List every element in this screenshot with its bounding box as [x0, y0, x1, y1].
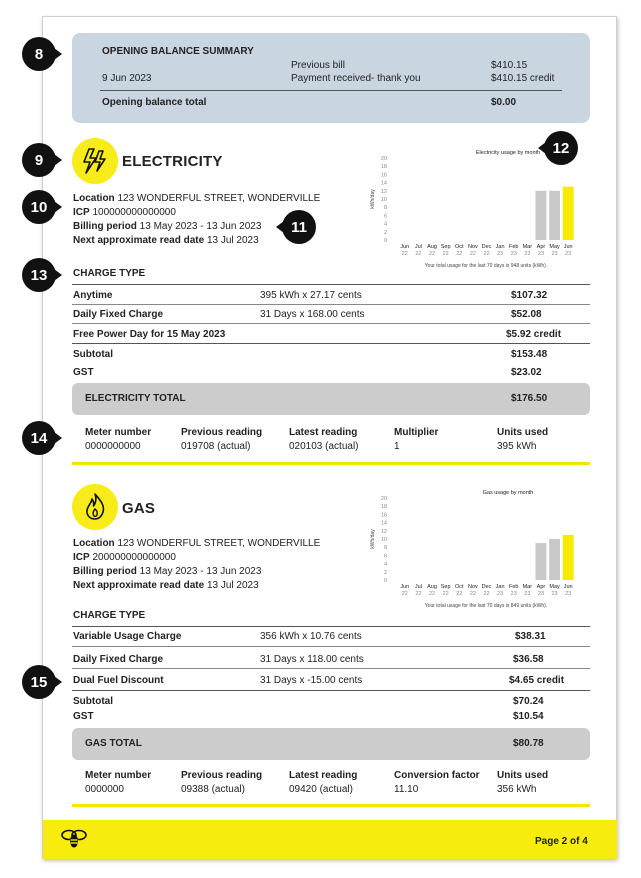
electricity-chart-bar [536, 191, 547, 240]
summary-previous-bill-value: $410.15 [491, 60, 528, 71]
gas-chart-xtick-year: 22 [428, 591, 436, 597]
gas-chart-title: Gas usage by month [482, 490, 534, 496]
gas-location [73, 538, 320, 549]
gas-chart-xtick-month: Jul [414, 584, 422, 590]
gas-chart-xtick-month: Feb [508, 584, 519, 590]
electricity-chart-xtick-year: 23 [524, 251, 531, 257]
summary-date: 9 Jun 2023 [102, 73, 152, 84]
electricity-charge-name: Anytime [73, 290, 113, 301]
gas-chart-xtick-year: 22 [469, 591, 476, 597]
electricity-meter-header: Latest reading [289, 427, 358, 438]
electricity-chart-note: Your total usage for the last 70 days is 948 units (kWh). [424, 263, 548, 269]
gas-chart-xtick-year: 23 [565, 591, 572, 597]
electricity-chart-xtick-year: 22 [401, 251, 408, 257]
electricity-charge-amount: $5.92 credit [506, 329, 562, 340]
summary-payment-value: $410.15 credit [491, 73, 555, 84]
gas-charge-name: Daily Fixed Charge [73, 654, 164, 665]
page-number: Page 2 of 4 [535, 836, 588, 847]
electricity-meter-value: 1 [394, 441, 400, 452]
gas-charge-detail: 31 Days x -15.00 cents [260, 675, 363, 686]
gas-chart-ytick: 8 [383, 545, 387, 552]
gas-icp-label: ICP [73, 552, 90, 563]
electricity-billing-label: Billing period [73, 221, 137, 232]
gas-gst-value: $10.54 [513, 711, 544, 722]
gas-icp-value: 200000000000000 [92, 552, 176, 563]
electricity-chart-xtick-year: 23 [565, 251, 572, 257]
marker-8: 8 [22, 37, 56, 71]
electricity-chart-xtick-year: 22 [415, 251, 422, 257]
electricity-chart-ytick: 10 [380, 197, 387, 203]
electricity-charge-type-header: CHARGE TYPE [73, 268, 146, 279]
electricity-chart-xtick-month: Feb [508, 244, 519, 250]
gas-chart-xtick-month: Mar [522, 584, 533, 590]
electricity-chart-xtick-month: Apr [536, 244, 546, 250]
electricity-chart-xtick-year: 22 [469, 251, 476, 257]
electricity-chart-bar [549, 191, 560, 240]
gas-chart-xtick-year: 22 [456, 591, 463, 597]
electricity-charge-amount: $107.32 [511, 290, 548, 301]
gas-chart-xtick-year: 22 [401, 591, 408, 597]
electricity-chart-ytick: 2 [383, 229, 387, 236]
electricity-charge-name: Daily Fixed Charge [73, 309, 164, 320]
electricity-chart-xtick-year: 23 [510, 251, 517, 257]
gas-chart-ytick: 10 [380, 537, 387, 543]
gas-chart-note: Your total usage for the last 70 days is 849 units (kWh). [424, 603, 548, 609]
electricity-charge-amount: $52.08 [511, 309, 542, 320]
electricity-meter-header: Multiplier [394, 427, 439, 438]
gas-chart-xtick-month: Jun [400, 584, 410, 590]
electricity-location-label: Location [73, 193, 115, 204]
gas-chart-ytick: 4 [383, 561, 387, 568]
gas-chart-xtick-year: 22 [415, 591, 422, 597]
electricity-chart-title: Electricity usage by month [475, 150, 541, 156]
electricity-chart-xtick-year: 23 [537, 251, 545, 257]
gas-chart-ytick: 12 [380, 528, 387, 535]
electricity-chart-xtick-month: May [549, 244, 560, 250]
gas-chart-xtick-year: 23 [524, 591, 531, 597]
electricity-chart-xtick-year: 22 [456, 251, 463, 257]
summary-total-value: $0.00 [491, 97, 517, 108]
electricity-total-label: ELECTRICITY TOTAL [85, 393, 186, 404]
electricity-meter-header: Units used [497, 427, 549, 438]
electricity-chart-xtick-month: Mar [522, 244, 533, 250]
electricity-gst-value: $23.02 [511, 367, 542, 378]
page-footer [43, 820, 617, 859]
marker-9: 9 [22, 143, 56, 177]
electricity-chart-ytick: 0 [383, 238, 387, 244]
summary-divider [100, 90, 562, 91]
electricity-chart-ytick: 8 [383, 205, 387, 212]
gas-location-value: 123 WONDERFUL STREET, WONDERVILLE [117, 538, 321, 549]
gas-charge-amount: $4.65 credit [509, 675, 565, 686]
electricity-chart-xtick-month: Jul [414, 244, 422, 250]
electricity-chart-xtick-year: 22 [442, 251, 449, 257]
electricity-icp-value: 100000000000000 [92, 207, 176, 218]
electricity-icp-label: ICP [73, 207, 90, 218]
electricity-chart-xtick-year: 23 [551, 251, 558, 257]
gas-title: GAS [122, 500, 156, 517]
electricity-chart-ytick: 6 [383, 213, 387, 220]
gas-chart-xtick-year: 22 [483, 591, 490, 597]
electricity-next-read-value: 13 Jul 2023 [206, 235, 259, 246]
gas-chart-xtick-month: Oct [454, 584, 464, 590]
gas-chart-xtick-year: 23 [497, 591, 504, 597]
electricity-chart-xtick-month: Sep [440, 244, 451, 250]
electricity-gst-label: GST [73, 367, 94, 378]
electricity-subtotal-label: Subtotal [73, 349, 113, 360]
gas-billing-label: Billing period [73, 566, 137, 577]
electricity-icp [73, 207, 176, 218]
gas-chart-ytick: 6 [383, 553, 387, 560]
gas-chart-xtick-year: 23 [510, 591, 517, 597]
gas-divider [72, 668, 590, 669]
electricity-chart-ylabel: kWh/day [370, 189, 376, 209]
gas-chart-xtick-month: May [549, 584, 560, 590]
gas-meter-value: 356 kWh [497, 784, 537, 795]
electricity-divider [72, 284, 590, 285]
electricity-meter-value: 019708 (actual) [181, 441, 251, 452]
electricity-next-read [73, 235, 259, 246]
gas-meter-value: 0000000 [85, 784, 124, 795]
gas-subtotal-label: Subtotal [73, 696, 113, 707]
gas-billing [73, 566, 261, 577]
gas-chart-ytick: 2 [383, 569, 387, 576]
electricity-charge-detail: 395 kWh x 27.17 cents [260, 290, 362, 301]
marker-10: 10 [22, 190, 56, 224]
summary-payment-label: Payment received- thank you [291, 73, 421, 84]
electricity-meter-value: 395 kWh [497, 441, 537, 452]
bee-icon [60, 828, 88, 850]
gas-section-rule [72, 804, 590, 807]
gas-divider [72, 626, 590, 627]
gas-next-read-value: 13 Jul 2023 [206, 580, 259, 591]
electricity-divider [72, 304, 590, 305]
gas-next-read-label: Next approximate read date [73, 580, 205, 591]
gas-chart-ytick: 16 [380, 512, 387, 519]
electricity-next-read-label: Next approximate read date [73, 235, 205, 246]
gas-chart-ytick: 18 [380, 504, 387, 511]
electricity-meter-header: Meter number [85, 427, 152, 438]
gas-charge-amount: $36.58 [513, 654, 544, 665]
gas-icon-badge [72, 484, 118, 530]
marker-11: 11 [282, 210, 316, 244]
electricity-chart-ytick: 18 [380, 164, 387, 171]
gas-divider [72, 690, 590, 691]
gas-chart-bar [536, 543, 547, 580]
gas-chart-xtick-month: Jun [563, 584, 573, 590]
gas-chart-ylabel: kWh/day [370, 529, 376, 549]
gas-chart-xtick-month: Nov [467, 584, 478, 590]
gas-chart-xtick-month: Sep [440, 584, 451, 590]
gas-chart-xtick-year: 23 [537, 591, 545, 597]
electricity-total-value: $176.50 [511, 393, 548, 404]
gas-chart-xtick-month: Apr [536, 584, 546, 590]
electricity-billing [73, 221, 261, 232]
electricity-chart-ytick: 14 [380, 180, 387, 187]
gas-chart-ytick: 20 [380, 496, 387, 502]
gas-gst-label: GST [73, 711, 94, 722]
gas-meter-header: Previous reading [181, 770, 263, 781]
electricity-chart-ytick: 16 [380, 172, 387, 179]
marker-13: 13 [22, 258, 56, 292]
marker-12: 12 [544, 131, 578, 165]
gas-total-value: $80.78 [513, 738, 544, 749]
electricity-chart-xtick-month: Jun [400, 244, 410, 250]
electricity-chart-xtick-year: 22 [428, 251, 436, 257]
gas-icp [73, 552, 176, 563]
gas-meter-value: 09420 (actual) [289, 784, 353, 795]
electricity-meter-value: 020103 (actual) [289, 441, 359, 452]
electricity-chart-xtick-month: Dec [481, 244, 492, 250]
gas-meter-header: Meter number [85, 770, 152, 781]
electricity-chart-ytick: 20 [380, 156, 387, 162]
gas-charge-amount: $38.31 [515, 631, 546, 642]
gas-chart-bar [549, 539, 560, 580]
electricity-chart-bar [563, 187, 574, 240]
gas-charge-type-header: CHARGE TYPE [73, 610, 146, 621]
gas-chart-ytick: 14 [380, 520, 387, 527]
electricity-icon-badge [72, 138, 118, 184]
electricity-chart-xtick-month: Oct [454, 244, 464, 250]
electricity-chart-xtick-month: Aug [427, 244, 437, 250]
electricity-billing-value: 13 May 2023 - 13 Jun 2023 [139, 221, 262, 232]
summary-title: OPENING BALANCE SUMMARY [102, 46, 254, 57]
electricity-usage-chart [365, 144, 580, 274]
gas-meter-header: Units used [497, 770, 549, 781]
gas-chart-xtick-month: Jan [495, 584, 505, 590]
gas-charge-detail: 356 kWh x 10.76 cents [260, 631, 362, 642]
gas-chart-xtick-month: Aug [427, 584, 437, 590]
electricity-section-rule [72, 462, 590, 465]
electricity-location [73, 193, 320, 204]
electricity-chart-xtick-month: Jun [563, 244, 573, 250]
electricity-chart-ytick: 4 [383, 221, 387, 228]
gas-charge-name: Dual Fuel Discount [73, 675, 164, 686]
electricity-chart-xtick-month: Jan [495, 244, 505, 250]
flame-icon [72, 484, 118, 530]
electricity-title: ELECTRICITY [122, 153, 223, 170]
electricity-chart-xtick-year: 22 [483, 251, 490, 257]
gas-meter-value: 11.10 [394, 784, 419, 795]
lightning-icon [72, 138, 118, 184]
gas-meter-header: Conversion factor [394, 770, 480, 781]
electricity-chart-xtick-month: Nov [467, 244, 478, 250]
gas-charge-detail: 31 Days x 118.00 cents [260, 654, 364, 665]
electricity-location-value: 123 WONDERFUL STREET, WONDERVILLE [117, 193, 321, 204]
electricity-divider [72, 343, 590, 344]
electricity-chart-xtick-year: 23 [497, 251, 504, 257]
marker-14: 14 [22, 421, 56, 455]
electricity-charge-name: Free Power Day for 15 May 2023 [73, 329, 226, 340]
electricity-meter-value: 0000000000 [85, 441, 141, 452]
gas-next-read [73, 580, 259, 591]
summary-previous-bill-label: Previous bill [291, 60, 345, 71]
gas-chart-xtick-year: 23 [551, 591, 558, 597]
gas-meter-value: 09388 (actual) [181, 784, 245, 795]
gas-chart-bar [563, 535, 574, 580]
gas-meter-header: Latest reading [289, 770, 358, 781]
summary-total-label: Opening balance total [102, 97, 207, 108]
gas-chart-xtick-year: 22 [442, 591, 449, 597]
electricity-chart-ytick: 12 [380, 188, 387, 195]
gas-chart-xtick-month: Dec [481, 584, 492, 590]
electricity-meter-header: Previous reading [181, 427, 263, 438]
gas-subtotal-value: $70.24 [513, 696, 544, 707]
gas-usage-chart [365, 484, 580, 614]
gas-chart-ytick: 0 [383, 578, 387, 584]
marker-15: 15 [22, 665, 56, 699]
gas-charge-name: Variable Usage Charge [73, 631, 182, 642]
electricity-subtotal-value: $153.48 [511, 349, 548, 360]
gas-total-label: GAS TOTAL [85, 738, 142, 749]
electricity-charge-detail: 31 Days x 168.00 cents [260, 309, 365, 320]
gas-divider [72, 646, 590, 647]
electricity-divider [72, 323, 590, 324]
gas-location-label: Location [73, 538, 115, 549]
gas-billing-value: 13 May 2023 - 13 Jun 2023 [139, 566, 262, 577]
